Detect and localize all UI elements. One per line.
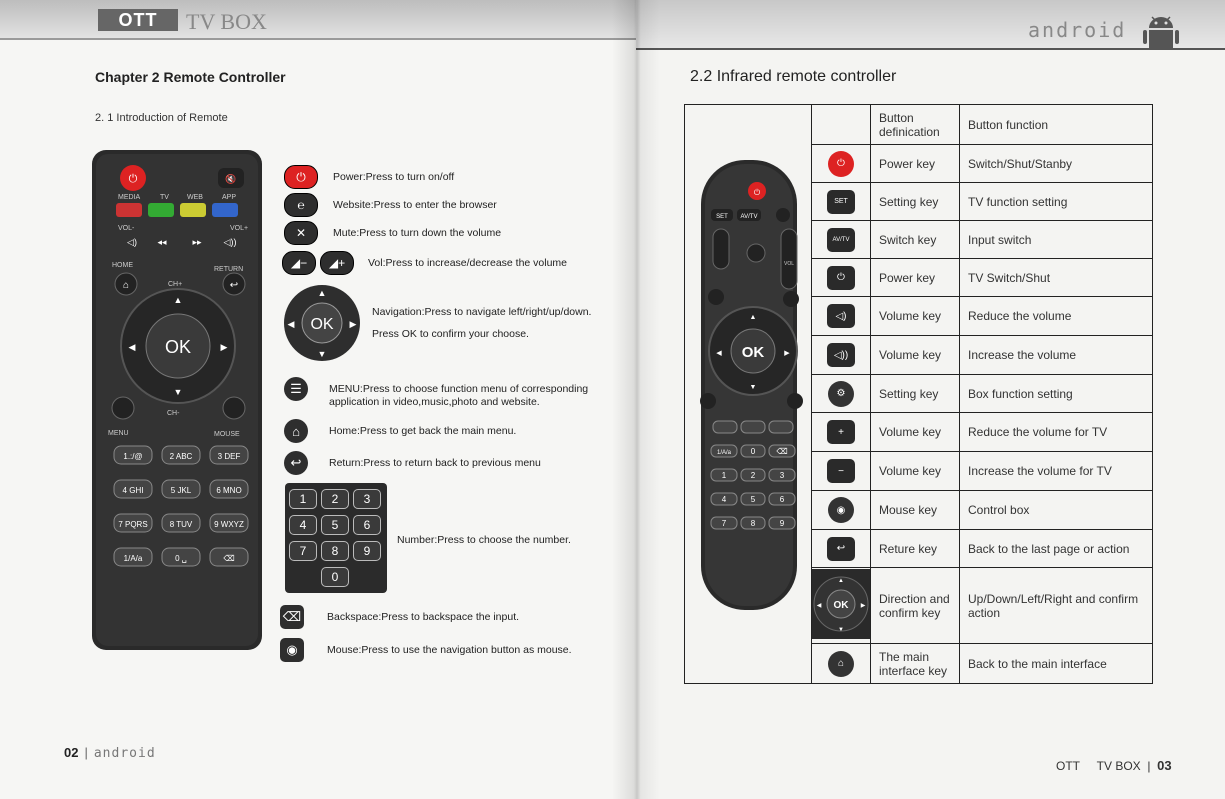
mouse-icon: ◉ (280, 638, 304, 662)
dpad-icon (282, 283, 362, 363)
avtv-icon: AV/TV (827, 228, 855, 252)
svg-text:▶: ▶ (860, 603, 866, 609)
ch-plus-label: CH+ (168, 281, 183, 288)
ott-footer-logo: OTT (1056, 759, 1080, 773)
table-row: ◁)) Volume key Increase the volume (685, 336, 1153, 375)
legend-navigation-ok: Press OK to confirm your choose. (372, 328, 529, 340)
dpad-icon (812, 569, 870, 639)
svg-text:1/A/a: 1/A/a (123, 554, 143, 563)
svg-text:2: 2 (750, 471, 756, 480)
gear-icon: ⚙ (828, 381, 854, 407)
app-label: APP (222, 194, 237, 201)
svg-text:AV/TV: AV/TV (740, 214, 758, 220)
android-robot-icon (1142, 14, 1180, 48)
android-header-wordmark: android (1028, 18, 1127, 42)
home-icon: ⌂ (828, 651, 854, 677)
tv-box-title: TV BOX (186, 9, 267, 34)
svg-text:9: 9 (779, 519, 785, 528)
svg-text:▶: ▶ (784, 350, 790, 357)
table-row: ↩ Reture key Back to the last page or action (685, 530, 1153, 568)
legend-menu-cont: application in video,music,photo and website. (329, 396, 540, 408)
svg-text:9 WXYZ: 9 WXYZ (214, 520, 244, 529)
svg-text:3: 3 (779, 471, 785, 480)
ott-logo: OTT (98, 9, 178, 31)
svg-text:OK: OK (741, 344, 765, 361)
right-page-number: 03 (1157, 758, 1172, 773)
svg-text:▲: ▲ (173, 295, 183, 305)
svg-text:⌫: ⌫ (776, 447, 788, 456)
power-icon: ⏻ (827, 266, 855, 290)
svg-text:1: 1 (721, 471, 727, 480)
numpad-illustration: 1 2 3 4 5 6 7 8 9 0 (285, 483, 387, 593)
svg-text:↩: ↩ (229, 280, 239, 291)
home-label: HOME (112, 262, 133, 269)
mute-icon: ✕ (284, 221, 318, 245)
svg-text:8 TUV: 8 TUV (169, 520, 193, 529)
svg-text:◁)): ◁)) (223, 237, 237, 247)
header-definition: Button definication (871, 105, 960, 145)
svg-text:🔇: 🔇 (225, 174, 237, 184)
svg-text:4 GHI: 4 GHI (122, 486, 144, 495)
svg-text:⌂: ⌂ (122, 280, 130, 291)
section-title: 2.2 Infrared remote controller (690, 68, 897, 85)
table-row: ◁) Volume key Reduce the volume (685, 297, 1153, 336)
table-row: AV/TV Switch key Input switch (685, 221, 1153, 259)
web-label: WEB (187, 194, 203, 201)
svg-text:▲: ▲ (749, 314, 757, 321)
legend-return: ↩ Return:Press to return back to previous menu (284, 451, 541, 475)
legend-backspace: ⌫ Backspace:Press to backspace the input. (280, 605, 519, 629)
backspace-icon: ⌫ (280, 605, 304, 629)
legend-mouse: ◉ Mouse:Press to use the navigation button as mouse. (280, 638, 572, 662)
right-page-footer: OTT TV BOX | 03 (1056, 758, 1172, 773)
svg-text:5 JKL: 5 JKL (170, 486, 192, 495)
svg-text:▸▸: ▸▸ (192, 237, 202, 247)
svg-text:VOL: VOL (783, 261, 795, 267)
right-page (636, 0, 1225, 799)
legend-home: ⌂ Home:Press to get back the main menu. (284, 419, 516, 443)
tv-box-footer-title: TV BOX (1096, 759, 1141, 773)
svg-text:▲: ▲ (317, 288, 327, 298)
svg-text:◁): ◁) (127, 237, 137, 247)
power-icon: ⏻ (284, 165, 318, 189)
table-row: ⏻ Power key Switch/Shut/Stanby (685, 145, 1153, 183)
svg-text:⌫: ⌫ (223, 554, 235, 563)
left-page-footer: 02 | android (64, 745, 156, 761)
svg-text:7: 7 (721, 519, 727, 528)
svg-text:1/A/a: 1/A/a (716, 450, 732, 456)
header-function: Button function (960, 105, 1153, 145)
ok-label: OK (164, 337, 192, 357)
svg-text:▼: ▼ (838, 627, 844, 633)
svg-text:◀: ◀ (128, 342, 136, 352)
left-header-band (0, 0, 636, 40)
intro-title: 2. 1 Introduction of Remote (95, 112, 228, 124)
table-row: ◉ Mouse key Control box (685, 491, 1153, 530)
legend-mute: ✕ Mute:Press to turn down the volume (284, 221, 501, 245)
volume-down-icon: ◁) (827, 304, 855, 328)
table-header-row (685, 105, 1153, 145)
legend-volume: ◢− ◢+ Vol:Press to increase/decrease the volume (282, 251, 567, 275)
svg-text:0 ␣: 0 ␣ (175, 554, 187, 563)
svg-text:⏻: ⏻ (753, 188, 761, 197)
table-row: ⚙ Setting key Box function setting (685, 375, 1153, 413)
android-wordmark: android (93, 746, 156, 761)
legend-navigation: Navigation:Press to navigate left/right/up/down. (372, 306, 592, 318)
volume-up-icon: ◢+ (320, 251, 354, 275)
ch-minus-label: CH- (167, 410, 180, 417)
svg-text:5: 5 (750, 495, 756, 504)
mouse-icon: ◉ (828, 497, 854, 523)
minus-icon: − (827, 459, 855, 483)
legend-menu: ☰ MENU:Press to choose function menu of corresponding (284, 377, 588, 401)
svg-text:8: 8 (750, 519, 756, 528)
svg-text:6 MNO: 6 MNO (216, 486, 242, 495)
svg-text:2 ABC: 2 ABC (169, 452, 193, 461)
tv-label: TV (160, 194, 169, 201)
left-page-number: 02 (64, 745, 79, 760)
media-label: MEDIA (118, 194, 141, 201)
svg-text:▶: ▶ (220, 342, 228, 352)
home-icon: ⌂ (284, 419, 308, 443)
svg-text:▼: ▼ (173, 387, 183, 397)
remote-key-table (684, 104, 1153, 684)
remote-illustration (92, 150, 262, 650)
vol-minus-label: VOL- (118, 225, 135, 232)
table-row: − Volume key Increase the volume for TV (685, 452, 1153, 491)
table-row: + Volume key Reduce the volume for TV (685, 413, 1153, 452)
volume-down-icon: ◢− (282, 251, 316, 275)
svg-text:0: 0 (750, 447, 756, 456)
infrared-remote-illustration (685, 105, 811, 680)
right-header-band (636, 0, 1225, 50)
svg-text:⏻: ⏻ (128, 173, 138, 185)
svg-text:▶: ▶ (349, 319, 357, 329)
svg-text:OK: OK (833, 600, 849, 611)
set-icon: SET (827, 190, 855, 214)
mouse-label: MOUSE (214, 431, 240, 438)
table-row: OK ▲ ▼ ◀ ▶ Direction and confirm key Up/Down/Left/Right and confirm action (685, 568, 1153, 644)
svg-text:▼: ▼ (749, 384, 757, 391)
svg-text:4: 4 (721, 495, 727, 504)
vol-plus-label: VOL+ (230, 225, 249, 232)
table-row: ⌂ The main interface key Back to the main interface (685, 644, 1153, 684)
svg-text:◀: ◀ (287, 319, 295, 329)
legend-number: Number:Press to choose the number. (397, 534, 571, 546)
svg-text:OK: OK (310, 316, 334, 333)
svg-text:◂◂: ◂◂ (157, 237, 167, 247)
legend-website: ℮ Website:Press to enter the browser (284, 193, 497, 217)
svg-text:SET: SET (716, 214, 728, 220)
svg-text:7 PQRS: 7 PQRS (118, 520, 148, 529)
svg-text:◀: ◀ (816, 603, 822, 609)
volume-up-icon: ◁)) (827, 343, 855, 367)
legend-power: ⏻ Power:Press to turn on/off (284, 165, 454, 189)
svg-text:▼: ▼ (317, 349, 327, 359)
chapter-title: Chapter 2 Remote Controller (95, 69, 286, 85)
table-row: ⏻ Power key TV Switch/Shut (685, 259, 1153, 297)
svg-text:▲: ▲ (838, 578, 844, 584)
svg-text:1.:/@: 1.:/@ (123, 452, 143, 461)
browser-icon: ℮ (284, 193, 318, 217)
return-icon: ↩ (284, 451, 308, 475)
menu-icon: ☰ (284, 377, 308, 401)
plus-icon: + (827, 420, 855, 444)
svg-text:◀: ◀ (716, 350, 722, 357)
svg-text:3 DEF: 3 DEF (217, 452, 241, 461)
return-icon: ↩ (827, 537, 855, 561)
table-row: SET Setting key TV function setting (685, 183, 1153, 221)
svg-text:6: 6 (779, 495, 785, 504)
remote-illustration-cell (685, 105, 812, 684)
return-label: RETURN (214, 266, 244, 273)
power-icon: ⏻ (828, 151, 854, 177)
menu-label: MENU (108, 430, 129, 437)
